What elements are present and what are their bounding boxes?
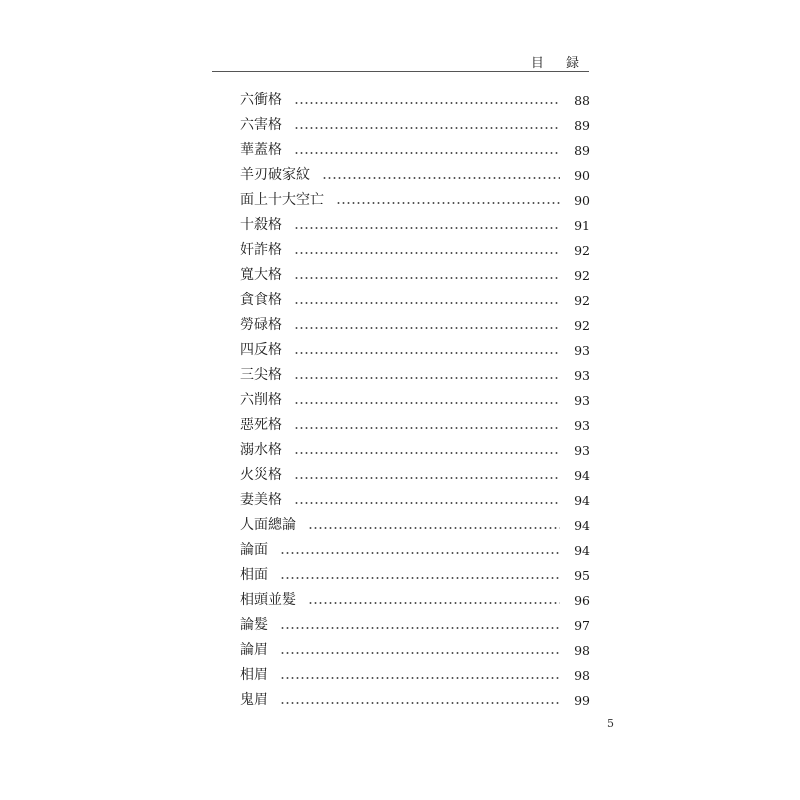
- toc-entry-page: 93: [574, 368, 590, 383]
- toc-entry-title: 寬大格: [240, 267, 282, 283]
- toc-entry: [240, 513, 590, 538]
- toc-entry: [240, 688, 590, 713]
- toc-entry-page: 90: [574, 193, 590, 208]
- toc-entry-title: 火災格: [240, 467, 282, 483]
- toc-entry-page: 92: [574, 243, 590, 258]
- toc-entry: [240, 413, 590, 438]
- dot-leader: [294, 277, 560, 279]
- toc-entry-title: 鬼眉: [240, 692, 268, 708]
- dot-leader: [280, 677, 560, 679]
- running-header: 目 録: [530, 56, 588, 71]
- toc-entry-title: 相面: [240, 567, 268, 583]
- toc-entry-title: 六衝格: [240, 92, 282, 108]
- toc-entry: [240, 88, 590, 113]
- toc-entry: [240, 388, 590, 413]
- dot-leader: [294, 227, 560, 229]
- dot-leader: [308, 527, 560, 529]
- dot-leader: [294, 152, 560, 154]
- toc-entry-title: 妻美格: [240, 492, 282, 508]
- dot-leader: [294, 402, 560, 404]
- toc-entry-title: 惡死格: [240, 417, 282, 433]
- dot-leader: [280, 627, 560, 629]
- dot-leader: [308, 602, 560, 604]
- toc-entry: [240, 313, 590, 338]
- toc-entry-page: 90: [574, 168, 590, 183]
- toc-entry: [240, 438, 590, 463]
- dot-leader: [322, 177, 560, 179]
- toc-entry-title: 三尖格: [240, 367, 282, 383]
- toc-entry-page: 98: [574, 643, 590, 658]
- toc-entry-title: 羊刃破家紋: [240, 167, 310, 183]
- toc-entry-title: 華蓋格: [240, 142, 282, 158]
- dot-leader: [294, 477, 560, 479]
- dot-leader: [280, 702, 560, 704]
- toc-entry: [240, 113, 590, 138]
- toc-entry: [240, 638, 590, 663]
- toc-entry: [240, 363, 590, 388]
- toc-entry-page: 94: [574, 493, 590, 508]
- toc-entry-page: 91: [574, 218, 590, 233]
- toc-entry-page: 98: [574, 668, 590, 683]
- toc-entry: [240, 463, 590, 488]
- dot-leader: [336, 202, 560, 204]
- toc-entry-page: 89: [574, 118, 590, 133]
- toc-entry-page: 95: [574, 568, 590, 583]
- dot-leader: [294, 452, 560, 454]
- dot-leader: [294, 127, 560, 129]
- toc-entry-title: 相眉: [240, 667, 268, 683]
- toc-entry-title: 四反格: [240, 342, 282, 358]
- toc-entry-title: 貪食格: [240, 292, 282, 308]
- toc-entry: [240, 488, 590, 513]
- toc-entry: [240, 163, 590, 188]
- toc-entry-page: 93: [574, 343, 590, 358]
- toc-entry-page: 96: [574, 593, 590, 608]
- dot-leader: [280, 577, 560, 579]
- toc-entry: [240, 563, 590, 588]
- toc-entry-title: 論面: [240, 542, 268, 558]
- toc-entry-page: 93: [574, 443, 590, 458]
- toc-entry: [240, 213, 590, 238]
- dot-leader: [294, 252, 560, 254]
- toc-entry-page: 93: [574, 393, 590, 408]
- toc-entry-title: 面上十大空亡: [240, 192, 324, 208]
- toc-entry: [240, 538, 590, 563]
- toc-entry: [240, 613, 590, 638]
- toc-entry: [240, 138, 590, 163]
- toc-entry-page: 89: [574, 143, 590, 158]
- toc-entry: [240, 188, 590, 213]
- dot-leader: [294, 377, 560, 379]
- dot-leader: [294, 427, 560, 429]
- toc-entry: [240, 663, 590, 688]
- toc-entry-title: 人面總論: [240, 517, 296, 533]
- toc-entry-page: 94: [574, 468, 590, 483]
- table-of-contents: [240, 88, 590, 713]
- dot-leader: [294, 352, 560, 354]
- dot-leader: [280, 552, 560, 554]
- toc-entry-page: 92: [574, 318, 590, 333]
- toc-entry-page: 99: [574, 693, 590, 708]
- toc-entry: [240, 338, 590, 363]
- toc-entry-page: 93: [574, 418, 590, 433]
- toc-entry: [240, 588, 590, 613]
- toc-entry: [240, 238, 590, 263]
- dot-leader: [280, 652, 560, 654]
- toc-entry-title: 勞碌格: [240, 317, 282, 333]
- toc-entry-title: 六害格: [240, 117, 282, 133]
- toc-entry-title: 溺水格: [240, 442, 282, 458]
- page-number: 5: [607, 717, 614, 730]
- header-rule: [212, 71, 589, 72]
- toc-entry-title: 十殺格: [240, 217, 282, 233]
- toc-entry: [240, 288, 590, 313]
- toc-entry-page: 94: [574, 518, 590, 533]
- toc-entry-title: 相頭並髮: [240, 592, 296, 608]
- toc-entry-page: 97: [574, 618, 590, 633]
- dot-leader: [294, 327, 560, 329]
- dot-leader: [294, 502, 560, 504]
- toc-entry: [240, 263, 590, 288]
- toc-entry-page: 88: [574, 93, 590, 108]
- dot-leader: [294, 102, 560, 104]
- dot-leader: [294, 302, 560, 304]
- toc-entry-page: 94: [574, 543, 590, 558]
- toc-entry-page: 92: [574, 293, 590, 308]
- toc-entry-title: 論眉: [240, 642, 268, 658]
- toc-entry-title: 奸詐格: [240, 242, 282, 258]
- toc-entry-page: 92: [574, 268, 590, 283]
- toc-entry-title: 六削格: [240, 392, 282, 408]
- toc-entry-title: 論髮: [240, 617, 268, 633]
